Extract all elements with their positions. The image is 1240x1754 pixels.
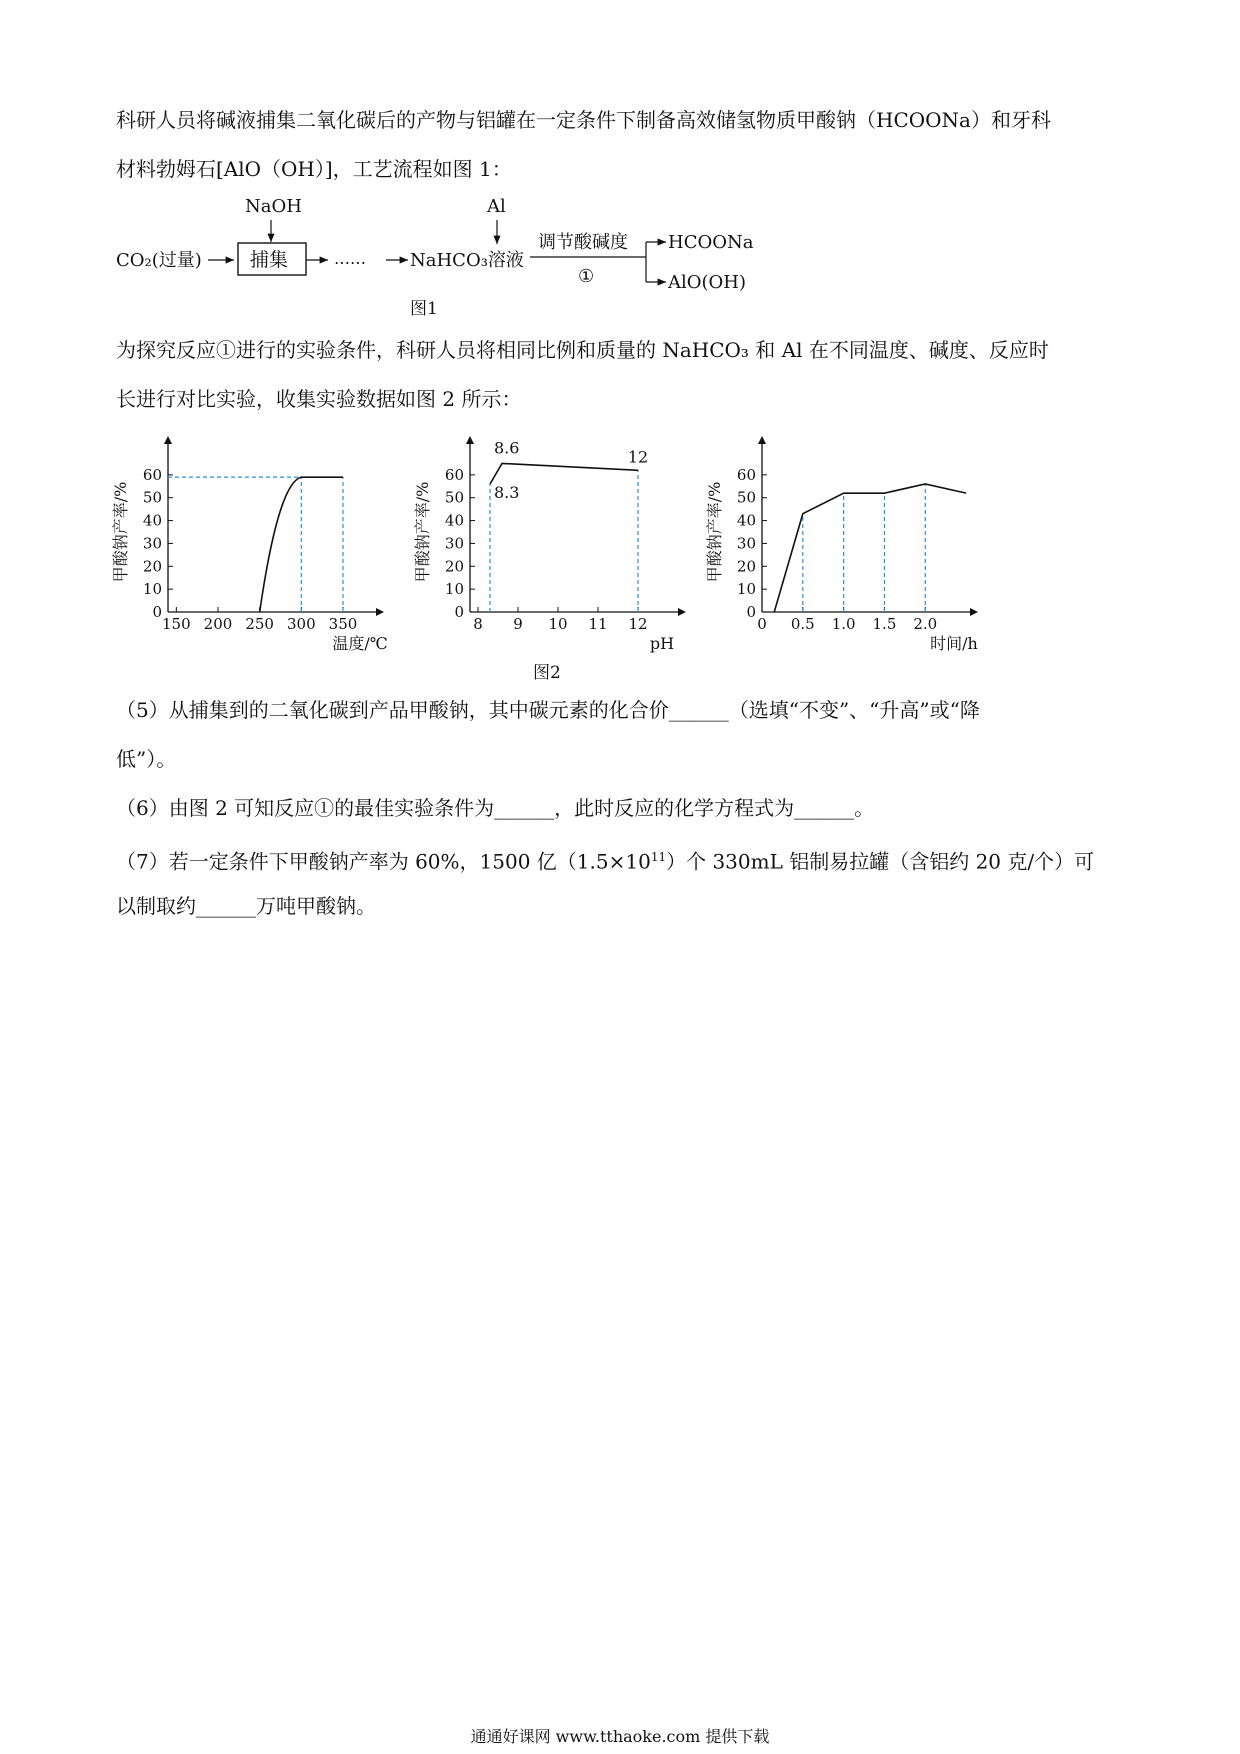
y-tick-label: 60 [142, 465, 162, 484]
y-axis-arrow [164, 436, 172, 444]
data-annotation: 8.3 [494, 483, 520, 502]
x-axis-label: 温度/℃ [332, 634, 388, 653]
x-tick-label: 12 [628, 615, 648, 633]
y-tick-label: 30 [736, 534, 756, 553]
y-tick-label: 40 [142, 511, 162, 530]
chart-3 [705, 436, 978, 653]
flow-reagent-al: Al [487, 196, 506, 217]
question-7-line-2: 以制取约______万吨甲酸钠。 [116, 894, 376, 918]
question-5-line-1: （5）从捕集到的二氧化碳到产品甲酸钠，其中碳元素的化合价______（选填“不变”、“升高”或“降 [116, 698, 980, 722]
y-tick-label: 50 [736, 488, 756, 507]
x-tick-label: 11 [588, 615, 608, 633]
y-tick-label: 10 [142, 580, 162, 599]
y-tick-label: 20 [142, 557, 162, 576]
x-axis-arrow [970, 608, 978, 616]
intro-line-1: 科研人员将碱液捕集二氧化碳后的产物与铝罐在一定条件下制备高效储氢物质甲酸钠（HCOONa）和牙科 [116, 108, 1051, 132]
flow-step-label: 调节酸碱度 [538, 232, 628, 253]
y-axis-arrow [758, 436, 766, 444]
y-tick-label: 50 [444, 488, 464, 507]
y-tick-label: 40 [444, 511, 464, 530]
x-axis-label: 时间/h [930, 634, 978, 653]
data-annotation: 12 [627, 447, 649, 467]
flow-start: CO₂(过量) [116, 250, 202, 271]
para2-line-1: 为探究反应①进行的实验条件，科研人员将相同比例和质量的 NaHCO₃ 和 Al 在不同温度、碱度、反应时 [116, 338, 1049, 362]
flow-dots: …… [334, 249, 366, 268]
y-tick-label: 30 [444, 534, 464, 553]
y-tick-label: 20 [736, 557, 756, 576]
question-6: （6）由图 2 可知反应①的最佳实验条件为______，此时反应的化学方程式为______。 [116, 796, 875, 820]
x-tick-label: 350 [328, 615, 358, 633]
flow-step-number: ① [578, 266, 595, 287]
data-annotation: 8.6 [494, 438, 520, 458]
x-tick-label: 9 [513, 615, 523, 633]
y-tick-label: 50 [142, 488, 162, 507]
x-tick-label: 200 [203, 615, 233, 633]
flow-box-label: 捕集 [250, 249, 289, 271]
x-tick-label: 2.0 [913, 615, 938, 633]
flow-reagent-naoh: NaOH [245, 196, 302, 217]
x-axis-arrow [376, 608, 384, 616]
chart-2 [413, 436, 686, 653]
y-axis-label: 甲酸钠产率/% [413, 481, 432, 583]
y-tick-label: 0 [152, 603, 162, 621]
flow-product-aloh: AlO(OH) [668, 272, 747, 293]
y-axis-label: 甲酸钠产率/% [111, 481, 130, 583]
y-tick-label: 0 [746, 603, 756, 621]
data-line [490, 463, 638, 484]
x-axis-arrow [678, 608, 686, 616]
process-flow-diagram [0, 190, 1240, 320]
y-axis-arrow [466, 436, 474, 444]
figure-1-caption: 图1 [410, 299, 438, 319]
flow-solution: NaHCO₃溶液 [410, 250, 524, 271]
x-tick-label: 8 [473, 615, 483, 633]
figure-2-charts [0, 420, 1240, 680]
y-tick-label: 10 [736, 580, 756, 599]
x-tick-label: 0.5 [790, 615, 815, 633]
y-tick-label: 30 [142, 534, 162, 553]
exponent: 11 [650, 850, 667, 864]
flow-product-hcoona: HCOONa [668, 232, 754, 253]
y-tick-label: 60 [736, 465, 756, 484]
y-tick-label: 10 [444, 580, 464, 599]
question-5-line-2: 低”）。 [116, 747, 177, 771]
y-tick-label: 20 [444, 557, 464, 576]
page-footer: 通通好课网 www.tthaoke.com 提供下载 [470, 1727, 770, 1746]
intro-line-2: 材料勃姆石[AlO（OH）]，工艺流程如图 1： [116, 157, 512, 181]
x-tick-label: 300 [287, 615, 316, 633]
figure-2-caption: 图2 [533, 663, 561, 683]
x-tick-label: 0 [757, 615, 767, 633]
chart-1 [111, 436, 388, 653]
x-axis-label: pH [649, 634, 675, 653]
x-tick-label: 250 [245, 615, 274, 633]
y-tick-label: 0 [454, 603, 464, 621]
x-tick-label: 1.0 [831, 615, 856, 633]
question-7-line-1: （7）若一定条件下甲酸钠产率为 60%，1500 亿$(1.5\times 10^{11})$个 330mL 铝制易拉罐（含铝约 20 克/个）可 [116, 849, 1095, 874]
x-tick-label: 10 [548, 615, 568, 633]
x-tick-label: 150 [162, 615, 191, 633]
x-tick-label: 1.5 [872, 615, 897, 633]
y-axis-label: 甲酸钠产率/% [705, 481, 724, 583]
para2-line-2: 长进行对比实验，收集实验数据如图 2 所示： [116, 387, 522, 411]
y-tick-label: 40 [736, 511, 756, 530]
y-tick-label: 60 [444, 465, 464, 484]
